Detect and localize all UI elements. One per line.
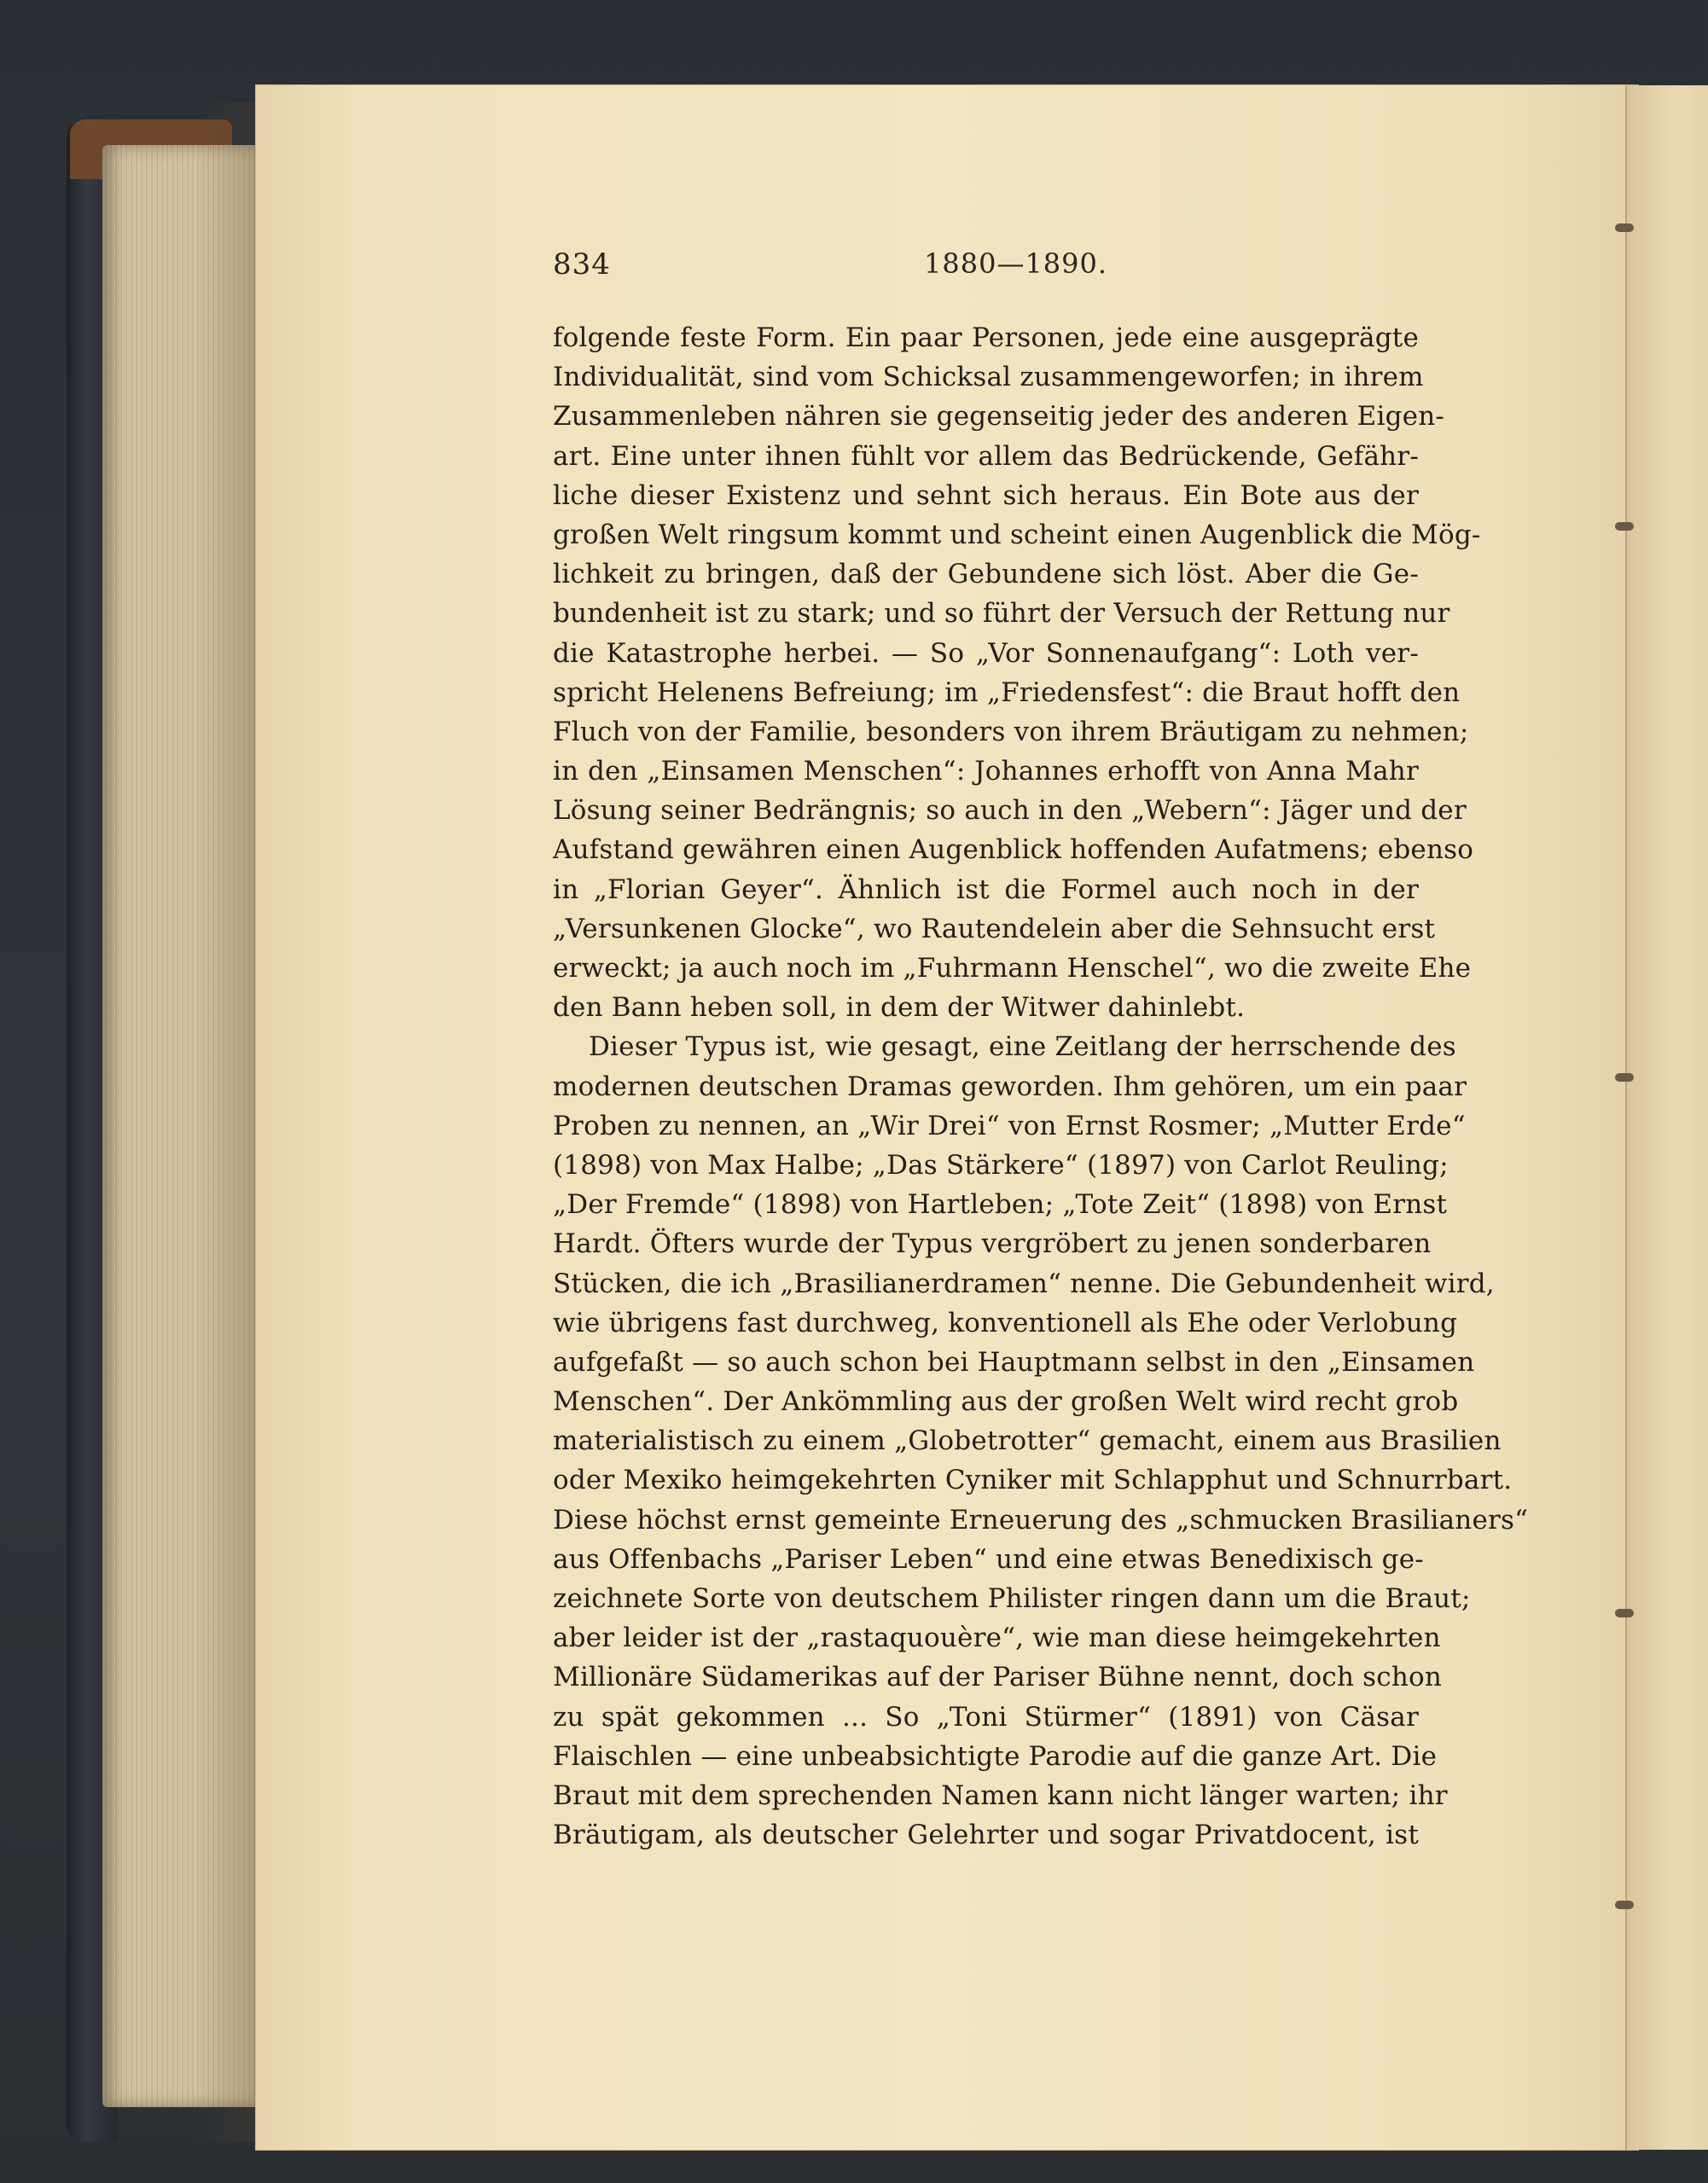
text-line: liche dieser Existenz und sehnt sich heraus. Ein Bote aus der xyxy=(553,479,1419,511)
text-line: Flaischlen — eine unbeabsichtigte Parodie auf die ganze Art. Die xyxy=(553,1740,1438,1772)
text-line: oder Mexiko heimgekehrten Cyniker mit Schlapphut und Schnurrbart. xyxy=(553,1465,1513,1496)
text-line: modernen deutschen Dramas geworden. Ihm gehören, um ein paar xyxy=(553,1071,1467,1102)
binding-thread-mark xyxy=(1615,224,1634,232)
text-line: „Versunkenen Glocke“, wo Rautendelein aber die Sehnsucht erst xyxy=(553,913,1436,944)
text-line: Millionäre Südamerikas auf der Pariser Bühne nennt, doch schon xyxy=(553,1662,1443,1693)
binding-thread-mark xyxy=(1615,522,1634,531)
text-line: die Katastrophe herbei. — So „Vor Sonnenaufgang“: Loth ver- xyxy=(553,637,1419,669)
running-head-title: 1880—1890. xyxy=(924,247,1108,280)
running-header xyxy=(553,247,1419,290)
page-gutter xyxy=(1625,85,1708,2150)
text-line: folgende feste Form. Ein paar Personen, jede eine ausgeprägte xyxy=(553,322,1419,353)
text-line: aus Offenbachs „Pariser Leben“ und eine etwas Benedixisch ge- xyxy=(553,1543,1424,1575)
body-text xyxy=(553,318,1529,1855)
text-line: wie übrigens fast durchweg, konventionell als Ehe oder Verlobung xyxy=(553,1307,1458,1338)
text-line: Stücken, die ich „Brasilianerdramen“ nenne. Die Gebundenheit wird, xyxy=(553,1268,1495,1299)
text-line: großen Welt ringsum kommt und scheint einen Augenblick die Mög- xyxy=(553,519,1481,550)
text-line: Hardt. Öfters wurde der Typus vergröbert zu jenen sonderbaren xyxy=(553,1228,1432,1260)
text-line: aber leider ist der „rastaquouère“, wie man diese heimgekehrten xyxy=(553,1623,1441,1654)
text-line: zeichnete Sorte von deutschem Philister ringen dann um die Braut; xyxy=(553,1583,1471,1614)
text-line: Aufstand gewähren einen Augenblick hoffenden Aufatmens; ebenso xyxy=(553,834,1474,866)
paragraph-start-line: Dieser Typus ist, wie gesagt, eine Zeitlang der herrschende des xyxy=(589,1031,1456,1063)
page-number: 834 xyxy=(553,247,611,282)
text-line: aufgefaßt — so auch schon bei Hauptmann selbst in den „Einsamen xyxy=(553,1346,1475,1378)
text-line: zu spät gekommen ... So „Toni Stürmer“ (1891) von Cäsar xyxy=(553,1701,1419,1733)
text-line: (1898) von Max Halbe; „Das Stärkere“ (1897) von Carlot Reuling; xyxy=(553,1149,1449,1181)
paragraph-end-line: den Bann heben soll, in dem der Witwer dahinlebt. xyxy=(553,992,1246,1024)
text-line: „Der Fremde“ (1898) von Hartleben; „Tote Zeit“ (1898) von Ernst xyxy=(553,1189,1448,1221)
text-line: Individualität, sind vom Schicksal zusammengeworfen; in ihrem xyxy=(553,362,1424,393)
text-line: spricht Helenens Befreiung; im „Friedensfest“: die Braut hofft den xyxy=(553,676,1461,708)
text-line: Lösung seiner Bedrängnis; so auch in den „Webern“: Jäger und der xyxy=(553,795,1467,827)
text-line: art. Eine unter ihnen fühlt vor allem das Bedrückende, Gefähr- xyxy=(553,440,1419,472)
text-line: Fluch von der Familie, besonders von ihrem Bräutigam zu nehmen; xyxy=(553,716,1469,747)
binding-thread-mark xyxy=(1615,1073,1634,1082)
text-line: in „Florian Geyer“. Ähnlich ist die Formel auch noch in der xyxy=(553,874,1419,905)
text-line: in den „Einsamen Menschen“: Johannes erhofft von Anna Mahr xyxy=(553,756,1419,787)
text-line: bundenheit ist zu stark; und so führt der Versuch der Rettung nur xyxy=(553,598,1450,630)
binding-thread-mark xyxy=(1615,1901,1634,1909)
binding-thread-mark xyxy=(1615,1609,1634,1617)
text-line: Braut mit dem sprechenden Namen kann nicht länger warten; ihr xyxy=(553,1779,1448,1811)
text-line: lichkeit zu bringen, daß der Gebundene sich löst. Aber die Ge- xyxy=(553,559,1419,590)
text-line: Proben zu nennen, an „Wir Drei“ von Ernst Rosmer; „Mutter Erde“ xyxy=(553,1110,1466,1141)
text-line: Menschen“. Der Ankömmling aus der großen Welt wird recht grob xyxy=(553,1386,1459,1418)
text-line: materialistisch zu einem „Globetrotter“ gemacht, einem aus Brasilien xyxy=(553,1425,1502,1457)
text-line: erweckt; ja auch noch im „Fuhrmann Henschel“, wo die zweite Ehe xyxy=(553,953,1472,984)
text-line: Bräutigam, als deutscher Gelehrter und sogar Privatdocent, ist xyxy=(553,1820,1419,1851)
text-line: Diese höchst ernst gemeinte Erneuerung des „schmucken Brasilianers“ xyxy=(553,1504,1529,1536)
text-line: Zusammenleben nähren sie gegenseitig jeder des anderen Eigen- xyxy=(553,401,1445,433)
